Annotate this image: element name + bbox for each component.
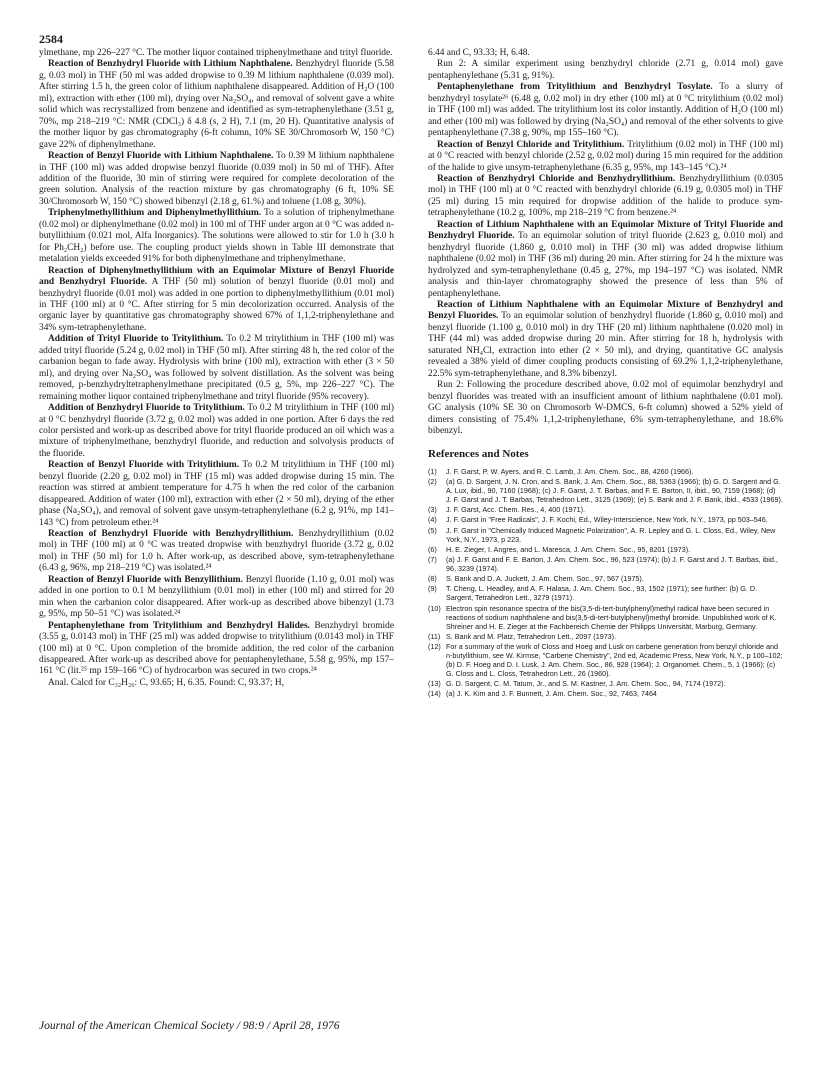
paragraph-text: Benzhydryllithium (0.02 mol) in THF (100 ml) at 0 °C was treated dropwise with benzhydryl fluoride (3.72 g, 0.02 mol) in THF (50 ml) for 1.0 h. After work-up, as described above, sym-tetraphenylethane (6.43 g, 96%, mp 218–219 °C) was isolated.²⁴ — [39, 529, 394, 574]
reference-text: J. F. Garst, Acc. Chem. Res., 4, 400 (1971). — [446, 505, 586, 515]
paragraph-text: 6.44 and C, 93.33; H, 6.48. — [428, 48, 530, 58]
reference-number: (2) — [428, 477, 437, 487]
reference-text: J. F. Garst in "Chemically Induced Magnetic Polarization", A. R. Lepley and G. L. Closs, Ed., Wiley, New York, N.Y., 1973, p 223. — [446, 525, 776, 544]
reference-number: (4) — [428, 515, 437, 525]
reference-number: (6) — [428, 544, 437, 554]
paragraph — [428, 380, 783, 437]
paragraph-text: Benzhydryl bromide (3.55 g, 0.0143 mol) in THF (25 ml) was added dropwise to tritylithium (0.0143 mol) in THF (100 ml) at 0 °C. Upon completion of the bromide addition, the red color of the carbanion disappeared. After work-up as described above for pentaphenylethane, 5.58 g, 95%, mp 157–161 °C (lit.²⁵ mp 159–166 °C) of hydrocarbon was secured in two crops.²⁴ — [39, 620, 395, 677]
reference-item — [428, 679, 783, 688]
paragraph-heading: Addition of Benzhydryl Fluoride to Tritylithium. — [48, 403, 245, 414]
reference-text: H. E. Zieger, I. Angres, and L. Maresca, J. Am. Chem. Soc., 95, 8201 (1973). — [446, 544, 691, 554]
paragraph-text: To an equimolar solution of trityl fluoride (2.623 g, 0.010 mol) and benzhydryl fluoride (1.860 g, 0.010 mol) in THF (30 ml) was added dropwise lithium naphthalene (0.02 mol) in THF (36 ml) during 20 min. After stirring for 24 h the mixture was hydrolyzed and sym-tetraphenylethane (0.45 g, 27%, mp 194–197 °C) was isolated. NMR analysis and thin-layer chromatography showed the presence of less than 5% of pentaphenylethane. — [428, 231, 783, 299]
paragraph-text: To 0.2 M tritylithium in THF (100 ml) was added trityl fluoride (5.24 g, 0.02 mol) in THF (50 ml). After stirring 48 h, the red color of the carbanion began to fade away. Hydrolysis with brine (100 ml), extraction with ether (3 × 50 ml), and drying over Na₂SO₄ was followed by solvent distillation. As the solvent was being removed, p-benzhydryltetraphenylmethane precipitated (0.5 g, 5%, mp 226–227 °C). The remaining mother liquor contained triphenylmethane and trityl fluoride (95% recovery). — [39, 334, 395, 402]
paragraph-heading: Reaction of Benzhydryl Fluoride with Lithium Naphthalene. — [48, 59, 293, 70]
paragraph — [428, 59, 783, 82]
paragraph-heading: Reaction of Benzyl Chloride and Tritylithium. — [437, 139, 625, 150]
paragraph-heading: Triphenylmethyllithium and Diphenylmethyllithium. — [48, 208, 262, 219]
paragraph-text: Benzhydryllithium (0.0305 mol) in THF (100 ml) at 0 °C reacted with benzhydryl chloride (6.19 g, 0.0305 mol) in THF (25 ml) during 15 min required for dropwise addition of the halide to produce sym-tetraphenylethane (10.2 g, 100%, mp 218–219 °C from benzene.²⁴ — [428, 173, 784, 219]
paragraph-heading: Reaction of Lithium Naphthalene with an Equimolar Mixture of Trityl Fluoride and Benzhydryl Fluoride. — [428, 219, 783, 242]
reference-item — [428, 515, 783, 524]
paragraph — [39, 460, 394, 529]
paragraph — [39, 575, 394, 621]
reference-text: For a summary of the work of Closs and Hoeg and Lusk on carbene generation from benzyl chloride and n-butyllithium, see W. Kirmse, "Carbene Chemistry", 2nd ed, Academic Press, New York, N.Y., p 100–102; (b) D. F. Hoeg and D. I. Lusk, J. Am. Chem. Soc., 86, 928 (1964); J. Organomet. Chem., 5, 1 (1966); (c) G. Closs and L. Closs, Tetrahedron Lett., 26 (1960). — [446, 641, 783, 678]
paragraph-heading: Addition of Trityl Fluoride to Tritylithium. — [48, 334, 224, 345]
paragraph-heading: Reaction of Benzhydryl Fluoride with Benzhydryllithium. — [48, 529, 294, 540]
references-title: References and Notes — [428, 448, 529, 461]
page-number: 2584 — [39, 32, 63, 46]
reference-text: (a) J. F. Garst and F. E. Barton, J. Am. Chem. Soc., 96, 523 (1974); (b) J. F. Garst and J. T. Barbas, ibid., 96, 3239 (1974). — [446, 554, 778, 573]
paragraph — [428, 174, 783, 220]
reference-text: J. F. Garst, P. W. Ayers, and R. C. Lamb, J. Am. Chem. Soc., 88, 4260 (1966). — [446, 466, 694, 476]
reference-item — [428, 632, 783, 641]
paragraph-text: Tritylithium (0.02 mol) in THF (100 ml) at 0 °C reacted with benzyl chloride (2.52 g, 0.02 mol) during 15 min required for the addition of the halide to give unsym-tetraphenylethane (6.35 g, 95%, mp 143–145 °C).²⁴ — [428, 139, 783, 173]
paragraph-text: Run 2: A similar experiment using benzhydryl chloride (2.71 g, 0.014 mol) gave pentaphenylethane (5.31 g, 91%). — [428, 59, 783, 81]
paragraph-text: A THF (50 ml) solution of benzyl fluoride (0.01 mol) and benzhydryl fluoride (0.01 mol) was added in one portion to diphenylmethyllithium (0.01 mol) in THF (100 ml) at 0 °C. After stirring for 5 min decolorization occurred. Analysis of the organic layer by quantitative gas chromatography showed 67% of 1,1,2-triphenylethane and 34% sym-tetraphenylethane. — [39, 277, 394, 333]
reference-item — [428, 467, 783, 476]
paragraph — [428, 48, 783, 59]
paragraph — [39, 334, 394, 403]
paragraph-heading: Reaction of Benzyl Fluoride with Benzyllithium. — [48, 574, 243, 585]
paragraph — [39, 529, 394, 575]
paragraph-heading: Reaction of Benzhydryl Chloride and Benzhydryllithium. — [437, 173, 676, 184]
paragraph — [39, 151, 394, 208]
paragraph — [39, 48, 394, 59]
reference-text: J. F. Garst in "Free Radicals", J. F. Kochi, Ed., Wiley-Interscience, New York, N.Y., 1973, pp 503–546. — [446, 515, 768, 525]
reference-number: (8) — [428, 574, 437, 584]
paragraph — [428, 300, 783, 380]
paragraph-text: To a slurry of benzhydryl tosylate²⁶ (6.48 g, 0.02 mol) in dry ether (100 ml) at 0 °C tritylithium (0.02 mol) in THF (100 ml) was added. The tritylithium lost its color instantly. Addition of H₂O (100 ml) and ether (100 ml) was followed by drying (Na₂SO₄) and removal of the ether solvents to give pentaphenylethane (7.38 g, 90%, mp 155–160 °C). — [428, 82, 784, 139]
paragraph — [428, 82, 783, 139]
reference-item — [428, 526, 783, 544]
journal-footer: Journal of the American Chemical Society / 98:9 / April 28, 1976 — [39, 1020, 340, 1032]
reference-number: (10) — [428, 603, 441, 613]
paragraph-text: To an equimolar solution of benzhydryl fluoride (1.860 g, 0.010 mol) and benzyl fluoride (1.100 g, 0.010 mol) in dry THF (20 ml) lithium naphthalene (0.020 mol) in THF (44 ml) was added dropwise during 20 min. After stirring for 18 h, hydrolysis with saturated NH₄Cl, extraction into ether (2 × 50 ml), and drying, quantitative GC analysis revealed a 38% yield of dimer coupling products consisting of 69.2% 1,1,2-triphenylethane, 22.5% sym-tetraphenylethane, and 8.3% bibenzyl. — [428, 311, 783, 379]
paragraph-heading: Reaction of Diphenylmethyllithium with an Equimolar Mixture of Benzyl Fluoride and Benzhydryl Fluoride. — [39, 265, 394, 288]
paragraph-heading: Reaction of Lithium Naphthalene with an Equimolar Mixture of Benzhydryl and Benzyl Fluorides. — [428, 299, 783, 322]
reference-text: S. Bank and D. A. Juckett, J. Am. Chem. Soc., 97, 567 (1975). — [446, 574, 644, 584]
reference-text: (a) J. K. Kim and J. F. Bunnett, J. Am. Chem. Soc., 92, 7463, 7464 — [446, 689, 657, 699]
paragraph-text: Benzhydryl fluoride (5.58 g, 0.03 mol) in THF (50 ml was added dropwise to 0.39 M lithium naphthalene (0.039 mol). After stirring 1.5 h, the green color of lithium naphthalene disappeared. Addition of H₂O (100 ml), extraction with ether (100 ml), drying over Na₂SO₄, and removal of solvent gave a white solid which was recrystallized from benzene and identified as sym-tetraphenylethane (3.51 g, 70%, mp 218–219 °C: NMR (CDCl₃) δ 4.8 (s, 2 H), 7.1 (m, 20 H). Quantitative analysis of the mother liquor by gas chromatography (6-ft column, 10% SE 30/Chromosorb W, 150 °C) gave 22% of diphenylmethane. — [39, 59, 394, 150]
references-list — [428, 467, 783, 698]
reference-number: (5) — [428, 525, 437, 535]
paragraph-text: To 0.2 M tritylithium in THF (100 ml) benzyl fluoride (2.20 g, 0.02 mol) in THF (15 ml) was added dropwise during 15 min. The reaction was stirred at ambient temperature for 4.75 h when the red color of the carbanion disappeared. Addition of water (100 ml), extraction with ether (2 × 50 ml), drying of the ether phase (Na₂SO₄), and removal of solvent gave unsym-tetraphenylethane (6.2 g, 91%, mp 141–143 °C) from petroleum ether.²⁴ — [39, 460, 394, 528]
reference-number: (11) — [428, 631, 441, 641]
reference-item — [428, 477, 783, 504]
paragraph — [39, 208, 394, 265]
paragraph — [39, 678, 394, 689]
reference-number: (13) — [428, 679, 441, 689]
right-column-paragraphs — [428, 48, 783, 437]
paragraph — [39, 59, 394, 151]
paragraph-text: To a solution of triphenylmethane (0.02 mol) or diphenylmethane (0.02 mol) in 100 ml of THF under argon at 0 °C was added n-butyllithium (0.021 mol, Alfa Inorganics). The solutions were allowed to stir for 1.0 h (3.0 h for Ph₂CH₂) before use. The coupling product yields shown in Table III demonstrate that metalation yields exceeded 91% for both diphenylmethane and triphenylmethane. — [39, 208, 395, 265]
paragraph-heading: Pentaphenylethane from Tritylithium and Benzhydryl Tosylate. — [437, 82, 713, 93]
reference-item — [428, 574, 783, 583]
reference-number: (14) — [428, 689, 441, 699]
paragraph — [39, 403, 394, 460]
paragraph — [428, 140, 783, 174]
paragraph-text: Anal. Calcd for C₃₂H₂₆: C, 93.65; H, 6.35. Found: C, 93.37; H, — [48, 677, 284, 688]
reference-number: (12) — [428, 641, 441, 651]
reference-item — [428, 555, 783, 573]
paragraph-text: ylmethane, mp 226–227 °C. The mother liquor contained triphenylmethane and trityl fluoride. — [39, 48, 393, 58]
paragraph — [39, 621, 394, 678]
reference-number: (9) — [428, 584, 437, 594]
reference-number: (7) — [428, 554, 437, 564]
reference-text: (a) G. D. Sargent, J. N. Cron, and S. Bank, J. Am. Chem. Soc., 88, 5363 (1966); (b) G. D. Sargent and G. A. Lux, ibid., 90, 7160 (1968); (c) J. F. Garst, J. T. Barbas, and F. E. Barton, II, ibid., 90, 7159 (1968); (d) J. F. Garst and J. T. Barbas, Tetrahedron Lett., 3125 (1969); (e) S. Bank and J. F. Bank, ibid., 4533 (1969). — [446, 477, 783, 505]
reference-item — [428, 642, 783, 678]
paragraph-heading: Reaction of Benzyl Fluoride with Tritylithium. — [48, 460, 240, 471]
left-column — [39, 48, 394, 689]
paragraph — [428, 220, 783, 300]
paragraph-heading: Pentaphenylethane from Tritylithium and Benzhydryl Halides. — [48, 620, 310, 631]
paragraph — [39, 266, 394, 335]
reference-item — [428, 584, 783, 602]
paragraph-text: To 0.2 M tritylithium in THF (100 ml) at 0 °C benzhydryl fluoride (3.72 g, 0.02 mol) was added in one portion. After 6 days the red color persisted and work-up as described above for trityl fluoride produced an oil which was a mixture of triphenylmethane, benzhydryl fluoride, and reduction and solvolysis products of the fluoride. — [39, 403, 395, 459]
paragraph-text: To 0.39 M lithium naphthalene in THF (100 ml) was added dropwise benzyl fluoride (0.039 mol) in 50 ml of THF). After addition of the fluoride, 30 min of stirring were required for complete decoloration of the green solution. Analysis of the reaction mixture by gas chromatography (6 ft, 10% SE 30/Chromosorb W, 150 °C) showed bibenzyl (2.18 g, 61.%) and toluene (1.08 g, 30%). — [39, 151, 394, 207]
paragraph-heading: Reaction of Benzyl Fluoride with Lithium Naphthalene. — [48, 151, 274, 162]
reference-number: (3) — [428, 505, 437, 515]
reference-item — [428, 505, 783, 514]
paragraph-text: Benzyl fluoride (1.10 g, 0.01 mol) was added in one portion to 0.1 M benzyllithium (0.01 mol) in ether (100 ml) and stirred for 20 min when the carbanion color disappeared. After work-up as described above bibenzyl (1.73 g, 95%, mp 50–51 °C) was isolated.²⁴ — [39, 574, 394, 620]
reference-number: (1) — [428, 466, 437, 476]
right-column — [428, 48, 783, 699]
reference-item — [428, 689, 783, 698]
reference-item — [428, 604, 783, 631]
reference-text: T. Cheng, L. Headley, and A. F. Halasa, J. Am. Chem. Soc., 93, 1502 (1971); see further: (b) G. D. Sargent, Tetrahedron Lett., 3279 (1971). — [446, 584, 758, 603]
reference-item — [428, 545, 783, 554]
reference-text: Electron spin resonance spectra of the bis(3,5-di-tert-butylphenyl)methyl radical have been secured in reactions of sodium naphthalene and bis(3,5-di-tert-butylphenyl)methyl bromide. Unpublished work of K. Shreiner and H. E. Zieger at the Fachbereich Chemie der Philipps Universität, Marburg, Germany. — [446, 603, 777, 631]
paragraph-text: Run 2: Following the procedure described above, 0.02 mol of equimolar benzhydryl and benzyl fluorides was treated with an insufficient amount of lithium naphthalene (0.01 mol). GC analysis (10% SE 30 on Chromosorb W-DMCS, 6-ft column) showed a 52% yield of dimers consisting of 75.4% 1,1,2-triphenylethane, 6% sym-tetraphenylethane, and 18.6% bibenzyl. — [428, 380, 783, 436]
reference-text: S. Bank and M. Platz, Tetrahedron Lett., 2097 (1973). — [446, 631, 617, 641]
reference-text: G. D. Sargent, C. M. Tatum, Jr., and S. M. Kastner, J. Am. Chem. Soc., 94, 7174 (1972). — [446, 679, 726, 689]
